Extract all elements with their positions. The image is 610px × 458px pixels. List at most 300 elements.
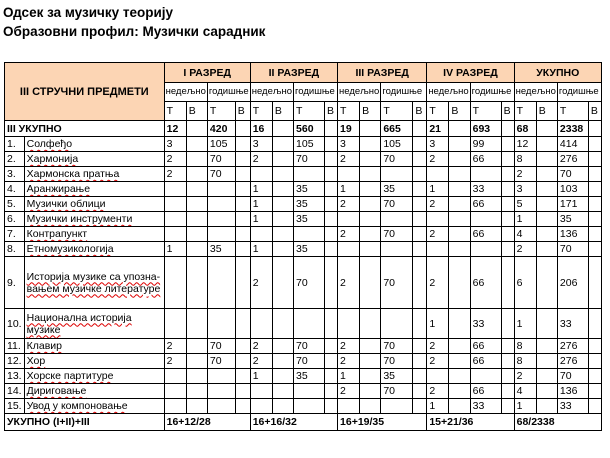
table-cell: 1 [250, 212, 272, 227]
grand-total-value: 16+12/28 [164, 414, 250, 431]
table-cell [250, 384, 272, 399]
table-cell [360, 399, 381, 414]
table-cell [272, 369, 293, 384]
table-cell: 2 [164, 152, 186, 167]
row-number: 11. [5, 339, 25, 354]
subject-name-text: Хор [26, 355, 46, 367]
tv-label: Т [207, 102, 235, 121]
table-cell: 35 [381, 182, 413, 197]
table-cell [186, 152, 207, 167]
subject-name-text: Етномузикологија [26, 243, 114, 255]
table-cell: 1 [250, 369, 272, 384]
table-cell [325, 167, 338, 182]
subject-name [24, 257, 164, 309]
section-total-label: III УКУПНО [5, 121, 165, 137]
table-cell: 105 [207, 137, 235, 152]
subject-name-text: Солфеђо [26, 138, 73, 150]
row-number: 6. [5, 212, 25, 227]
table-cell [294, 309, 325, 339]
row-number: 15. [5, 399, 25, 414]
table-cell [207, 309, 235, 339]
grand-total-value: 15+21/36 [427, 414, 514, 431]
table-cell: 276 [557, 152, 588, 167]
table-cell [536, 197, 557, 212]
table-cell: 105 [381, 137, 413, 152]
table-cell: 70 [294, 354, 325, 369]
table-cell: 1 [164, 242, 186, 257]
table-cell [413, 152, 427, 167]
table-cell: 35 [557, 212, 588, 227]
table-cell [207, 369, 235, 384]
table-cell [449, 384, 470, 399]
table-cell: 5 [514, 197, 536, 212]
table-row [5, 399, 602, 414]
table-cell: 2 [164, 339, 186, 354]
table-cell [164, 309, 186, 339]
table-cell: 35 [381, 369, 413, 384]
table-cell: 693 [470, 121, 501, 137]
table-cell [164, 212, 186, 227]
table-cell [588, 227, 601, 242]
table-cell: 70 [294, 152, 325, 167]
row-number: 3. [5, 167, 25, 182]
tv-label: Т [294, 102, 325, 121]
row-number: 7. [5, 227, 25, 242]
table-cell [381, 242, 413, 257]
table-cell [588, 399, 601, 414]
table-cell [536, 369, 557, 384]
table-cell: 1 [338, 182, 360, 197]
table-cell [501, 384, 514, 399]
grand-total-value: 16+16/32 [250, 414, 337, 431]
table-cell [449, 137, 470, 152]
table-cell [413, 121, 427, 137]
section-total-row [5, 121, 602, 137]
row-number: 10. [5, 309, 25, 339]
table-cell [588, 354, 601, 369]
table-cell [207, 257, 235, 309]
table-cell [272, 242, 293, 257]
table-cell [588, 167, 601, 182]
table-cell [207, 182, 235, 197]
table-cell: 420 [207, 121, 235, 137]
table-cell [449, 227, 470, 242]
table-cell: 70 [381, 197, 413, 212]
table-cell [501, 339, 514, 354]
table-cell [338, 309, 360, 339]
table-row [5, 384, 602, 399]
table-cell [325, 369, 338, 384]
table-cell: 1 [427, 399, 449, 414]
table-cell [207, 384, 235, 399]
table-cell: 1 [514, 309, 536, 339]
table-cell [325, 152, 338, 167]
row-number: 14. [5, 384, 25, 399]
period-label: годишње [207, 83, 250, 102]
period-label: годишње [557, 83, 601, 102]
table-cell: 136 [557, 227, 588, 242]
table-cell: 2 [514, 242, 536, 257]
table-cell: 33 [557, 399, 588, 414]
table-cell [360, 121, 381, 137]
tv-label: Т [470, 102, 501, 121]
table-cell [427, 242, 449, 257]
table-cell [164, 227, 186, 242]
period-label: недељно [514, 83, 557, 102]
tv-label: В [272, 102, 293, 121]
table-cell [294, 167, 325, 182]
tv-label: Т [514, 102, 536, 121]
subject-name-text: Увод у компоновање [26, 400, 128, 412]
table-cell [360, 309, 381, 339]
table-cell [536, 384, 557, 399]
table-cell [470, 212, 501, 227]
table-cell [272, 212, 293, 227]
table-cell [501, 309, 514, 339]
table-cell [427, 212, 449, 227]
table-cell [207, 212, 235, 227]
tv-label: В [588, 102, 601, 121]
table-cell [588, 197, 601, 212]
subject-name [24, 339, 164, 354]
table-cell: 206 [557, 257, 588, 309]
table-cell: 2 [250, 257, 272, 309]
table-cell: 1 [250, 197, 272, 212]
table-cell [325, 197, 338, 212]
table-cell: 35 [294, 197, 325, 212]
table-cell: 2 [164, 167, 186, 182]
table-row [5, 309, 602, 339]
table-cell [272, 137, 293, 152]
table-cell: 3 [164, 137, 186, 152]
table-cell [413, 354, 427, 369]
table-cell: 66 [470, 152, 501, 167]
table-cell [325, 212, 338, 227]
table-cell [449, 121, 470, 137]
heading-profile: Образовни профил: Музички сарадник [3, 24, 266, 39]
table-cell [235, 137, 250, 152]
table-cell [272, 384, 293, 399]
table-cell [164, 399, 186, 414]
table-cell [413, 242, 427, 257]
table-cell [588, 242, 601, 257]
table-cell: 21 [427, 121, 449, 137]
period-label: годишње [470, 83, 514, 102]
table-cell [235, 152, 250, 167]
period-label: годишње [381, 83, 427, 102]
total-header: УКУПНО [514, 63, 601, 83]
table-cell [272, 399, 293, 414]
subject-name [24, 384, 164, 399]
subject-name [24, 227, 164, 242]
table-cell: 70 [207, 339, 235, 354]
table-cell [360, 257, 381, 309]
table-cell [381, 212, 413, 227]
table-cell [235, 242, 250, 257]
table-row [5, 182, 602, 197]
table-cell [413, 227, 427, 242]
subject-name-text: Национална историја музике [26, 311, 132, 336]
tv-label: В [325, 102, 338, 121]
table-cell [235, 121, 250, 137]
table-cell [536, 121, 557, 137]
table-cell: 70 [381, 152, 413, 167]
table-cell [381, 167, 413, 182]
table-cell [588, 137, 601, 152]
table-cell [360, 167, 381, 182]
table-cell [360, 339, 381, 354]
table-cell [588, 384, 601, 399]
table-cell [360, 227, 381, 242]
table-cell: 70 [381, 384, 413, 399]
table-cell [207, 197, 235, 212]
table-cell: 2338 [557, 121, 588, 137]
table-cell [235, 212, 250, 227]
table-cell [413, 257, 427, 309]
table-cell [272, 167, 293, 182]
table-cell [272, 309, 293, 339]
table-cell: 3 [514, 182, 536, 197]
subject-name [24, 197, 164, 212]
table-cell [235, 227, 250, 242]
row-number: 8. [5, 242, 25, 257]
table-cell: 3 [250, 137, 272, 152]
table-cell [272, 197, 293, 212]
subject-name-text: Хармонија [26, 153, 79, 165]
table-cell [449, 257, 470, 309]
table-cell [294, 227, 325, 242]
subjects-header: III СТРУЧНИ ПРЕДМЕТИ [5, 63, 165, 121]
table-cell [536, 167, 557, 182]
table-cell [338, 242, 360, 257]
table-cell [272, 227, 293, 242]
table-cell: 2 [250, 152, 272, 167]
table-cell [449, 354, 470, 369]
subject-name-text: Хармонска пратња [26, 168, 120, 180]
table-cell: 33 [470, 309, 501, 339]
table-cell [325, 399, 338, 414]
row-number: 13. [5, 369, 25, 384]
subject-name [24, 167, 164, 182]
table-cell: 8 [514, 339, 536, 354]
table-cell [325, 354, 338, 369]
table-cell [360, 137, 381, 152]
table-cell: 70 [294, 257, 325, 309]
table-cell: 66 [470, 197, 501, 212]
table-cell: 35 [294, 369, 325, 384]
table-cell [588, 309, 601, 339]
table-cell [186, 197, 207, 212]
table-cell [536, 242, 557, 257]
tv-label: Т [557, 102, 588, 121]
table-cell [588, 369, 601, 384]
table-cell [186, 354, 207, 369]
table-cell [536, 152, 557, 167]
table-cell [235, 339, 250, 354]
table-row [5, 167, 602, 182]
tv-label: Т [338, 102, 360, 121]
table-cell [413, 167, 427, 182]
table-cell [501, 242, 514, 257]
table-cell: 136 [557, 384, 588, 399]
table-cell: 2 [338, 384, 360, 399]
table-cell: 33 [557, 309, 588, 339]
table-cell [501, 369, 514, 384]
table-cell [449, 242, 470, 257]
table-cell [427, 369, 449, 384]
table-cell [325, 242, 338, 257]
table-cell [186, 121, 207, 137]
table-row [5, 242, 602, 257]
table-cell [338, 399, 360, 414]
table-cell [501, 182, 514, 197]
table-cell: 2 [427, 197, 449, 212]
table-cell: 33 [470, 399, 501, 414]
table-cell [272, 182, 293, 197]
table-cell [449, 212, 470, 227]
table-cell [536, 227, 557, 242]
table-cell: 2 [338, 354, 360, 369]
table-cell [501, 212, 514, 227]
tv-label: В [186, 102, 207, 121]
grand-total-row [5, 414, 602, 431]
table-cell [338, 212, 360, 227]
subject-name-text: Музички инструменти [26, 213, 133, 225]
table-cell: 2 [427, 339, 449, 354]
table-cell [588, 257, 601, 309]
table-cell: 70 [294, 339, 325, 354]
grade-3-header: III РАЗРЕД [338, 63, 427, 83]
table-cell [250, 167, 272, 182]
table-cell: 8 [514, 152, 536, 167]
table-cell [164, 197, 186, 212]
table-row [5, 354, 602, 369]
table-cell: 1 [338, 369, 360, 384]
table-cell [360, 197, 381, 212]
table-cell [536, 137, 557, 152]
table-cell: 1 [514, 399, 536, 414]
table-cell [381, 399, 413, 414]
table-cell [186, 137, 207, 152]
table-cell [235, 384, 250, 399]
table-cell [449, 152, 470, 167]
table-cell [360, 354, 381, 369]
period-label: недељно [250, 83, 293, 102]
table-cell: 276 [557, 339, 588, 354]
group-header-row [5, 63, 602, 83]
table-cell: 70 [207, 167, 235, 182]
table-cell [360, 212, 381, 227]
table-cell: 4 [514, 384, 536, 399]
grade-1-header: I РАЗРЕД [164, 63, 250, 83]
subject-name [24, 212, 164, 227]
subject-name [24, 369, 164, 384]
table-cell: 2 [427, 384, 449, 399]
subject-name-text: Контрапункт [26, 228, 88, 240]
subject-name [24, 152, 164, 167]
table-cell [250, 227, 272, 242]
table-cell [360, 242, 381, 257]
table-cell: 70 [381, 339, 413, 354]
table-cell [449, 197, 470, 212]
subject-name-text: Историја музике са упозна-вањем музичке литературе [26, 270, 161, 295]
table-cell [449, 182, 470, 197]
table-cell: 560 [294, 121, 325, 137]
table-cell [294, 384, 325, 399]
table-cell [449, 309, 470, 339]
table-cell: 3 [427, 137, 449, 152]
table-row [5, 152, 602, 167]
table-cell [449, 339, 470, 354]
table-cell [325, 137, 338, 152]
table-cell [325, 309, 338, 339]
table-cell: 2 [427, 227, 449, 242]
table-cell: 2 [250, 354, 272, 369]
table-cell [235, 257, 250, 309]
table-cell: 12 [514, 137, 536, 152]
table-cell [588, 152, 601, 167]
table-cell [325, 257, 338, 309]
table-cell [272, 339, 293, 354]
table-cell [250, 399, 272, 414]
subject-name-text: Хорске партитуре [26, 370, 114, 382]
table-cell [164, 182, 186, 197]
table-cell [381, 309, 413, 339]
grade-4-header: IV РАЗРЕД [427, 63, 514, 83]
table-cell: 19 [338, 121, 360, 137]
table-cell [360, 152, 381, 167]
tv-label: В [360, 102, 381, 121]
table-cell: 665 [381, 121, 413, 137]
table-cell [360, 384, 381, 399]
table-cell: 8 [514, 354, 536, 369]
table-cell: 171 [557, 197, 588, 212]
tv-label: В [536, 102, 557, 121]
table-cell [186, 339, 207, 354]
tv-label: В [413, 102, 427, 121]
row-number: 5. [5, 197, 25, 212]
table-cell [501, 197, 514, 212]
row-number: 2. [5, 152, 25, 167]
subject-name-text: Клавир [26, 340, 62, 352]
period-label: недељно [338, 83, 381, 102]
table-cell [186, 399, 207, 414]
table-cell [536, 339, 557, 354]
table-cell [413, 339, 427, 354]
table-cell: 2 [250, 339, 272, 354]
tv-label: В [235, 102, 250, 121]
table-row [5, 369, 602, 384]
table-cell: 2 [338, 152, 360, 167]
table-cell [536, 354, 557, 369]
table-cell [501, 257, 514, 309]
subject-name-text: Музички облици [26, 198, 106, 210]
grade-2-header: II РАЗРЕД [250, 63, 337, 83]
table-cell [250, 309, 272, 339]
table-cell: 276 [557, 354, 588, 369]
table-cell: 66 [470, 339, 501, 354]
table-cell: 66 [470, 384, 501, 399]
table-cell [325, 182, 338, 197]
table-cell [413, 212, 427, 227]
table-cell: 2 [338, 339, 360, 354]
table-row [5, 339, 602, 354]
table-cell: 35 [294, 242, 325, 257]
table-cell: 70 [207, 152, 235, 167]
table-cell: 33 [470, 182, 501, 197]
table-cell [325, 384, 338, 399]
subject-name-text: Дириговање [26, 385, 87, 397]
